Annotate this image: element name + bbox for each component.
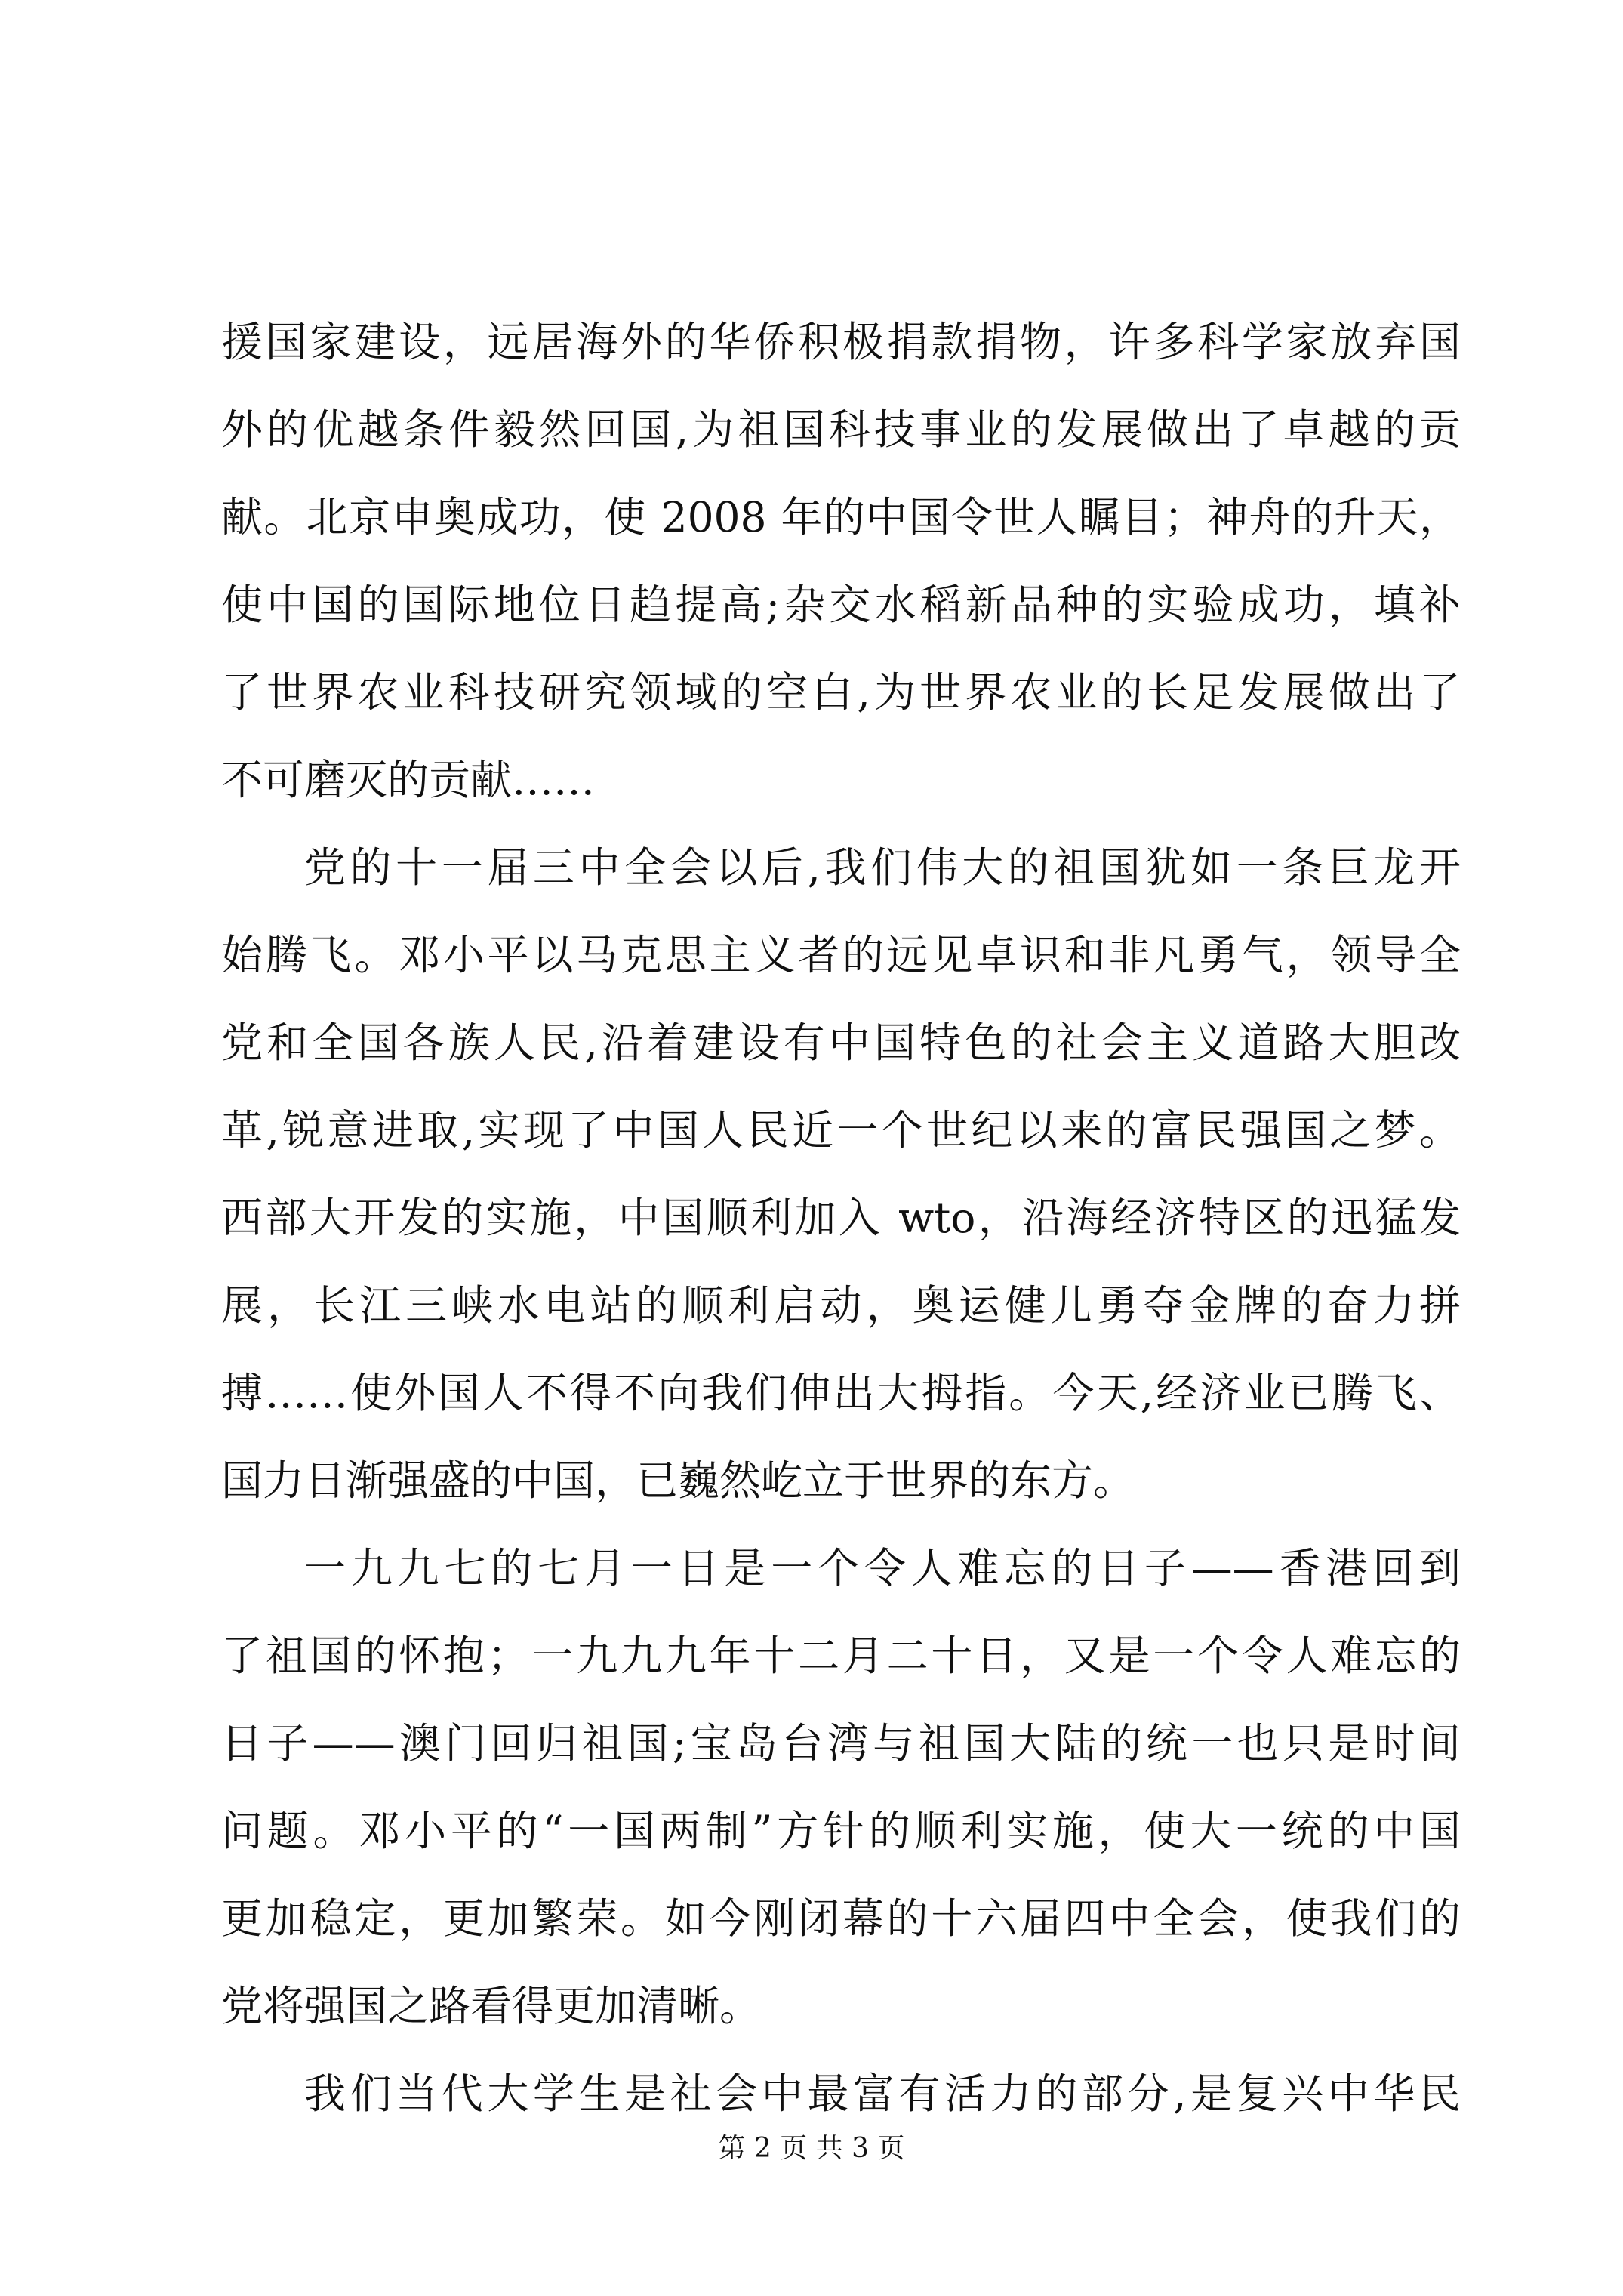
paragraph bbox=[221, 2050, 1461, 2137]
text-line: 搏……使外国人不得不向我们伸出大拇指。今天,经济业已腾飞、 bbox=[221, 1369, 1461, 1417]
paragraph bbox=[221, 1524, 1461, 2050]
text-line: 献。北京申奥成功，使 2008 年的中国令世人瞩目；神舟的升天， bbox=[221, 493, 1461, 541]
text-line: 问题。邓小平的“一国两制”方针的顺利实施，使大一统的中国 bbox=[221, 1807, 1461, 1855]
text-line: 党将强国之路看得更加清晰。 bbox=[221, 1982, 762, 2030]
text-line: 援国家建设，远居海外的华侨积极捐款捐物，许多科学家放弃国 bbox=[221, 318, 1461, 366]
text-line: 了祖国的怀抱；一九九九年十二月二十日，又是一个令人难忘的 bbox=[221, 1632, 1461, 1680]
text-line: 使中国的国际地位日趋提高;杂交水稻新品种的实验成功，填补 bbox=[221, 581, 1461, 629]
text-line: 党的十一届三中全会以后,我们伟大的祖国犹如一条巨龙开 bbox=[304, 843, 1461, 892]
document-body bbox=[221, 298, 1461, 2137]
text-line: 始腾飞。邓小平以马克思主义者的远见卓识和非凡勇气，领导全 bbox=[221, 931, 1461, 979]
paragraph bbox=[221, 824, 1461, 1524]
text-line: 不可磨灭的贡献…… bbox=[221, 756, 596, 804]
text-line: 更加稳定，更加繁荣。如今刚闭幕的十六届四中全会，使我们的 bbox=[221, 1894, 1461, 1943]
paragraph bbox=[221, 298, 1461, 824]
page-footer: 第 2 页 共 3 页 bbox=[718, 2133, 905, 2164]
text-line: 展，长江三峡水电站的顺利启动，奥运健儿勇夺金牌的奋力拼 bbox=[221, 1281, 1461, 1330]
text-line: 日子——澳门回归祖国;宝岛台湾与祖国大陆的统一也只是时间 bbox=[221, 1719, 1461, 1767]
text-line: 了世界农业科技研究领域的空白,为世界农业的长足发展做出了 bbox=[221, 668, 1461, 717]
text-line: 一九九七的七月一日是一个令人难忘的日子——香港回到 bbox=[304, 1544, 1461, 1592]
text-line: 外的优越条件毅然回国,为祖国科技事业的发展做出了卓越的贡 bbox=[221, 405, 1461, 454]
text-line: 西部大开发的实施，中国顺利加入 wto，沿海经济特区的迅猛发 bbox=[221, 1194, 1461, 1242]
text-line: 革,锐意进取,实现了中国人民近一个世纪以来的富民强国之梦。 bbox=[221, 1106, 1461, 1154]
text-line: 国力日渐强盛的中国，已巍然屹立于世界的东方。 bbox=[221, 1456, 1135, 1505]
text-line: 党和全国各族人民,沿着建设有中国特色的社会主义道路大胆改 bbox=[221, 1019, 1461, 1067]
text-line: 我们当代大学生是社会中最富有活力的部分,是复兴中华民 bbox=[304, 2069, 1461, 2118]
